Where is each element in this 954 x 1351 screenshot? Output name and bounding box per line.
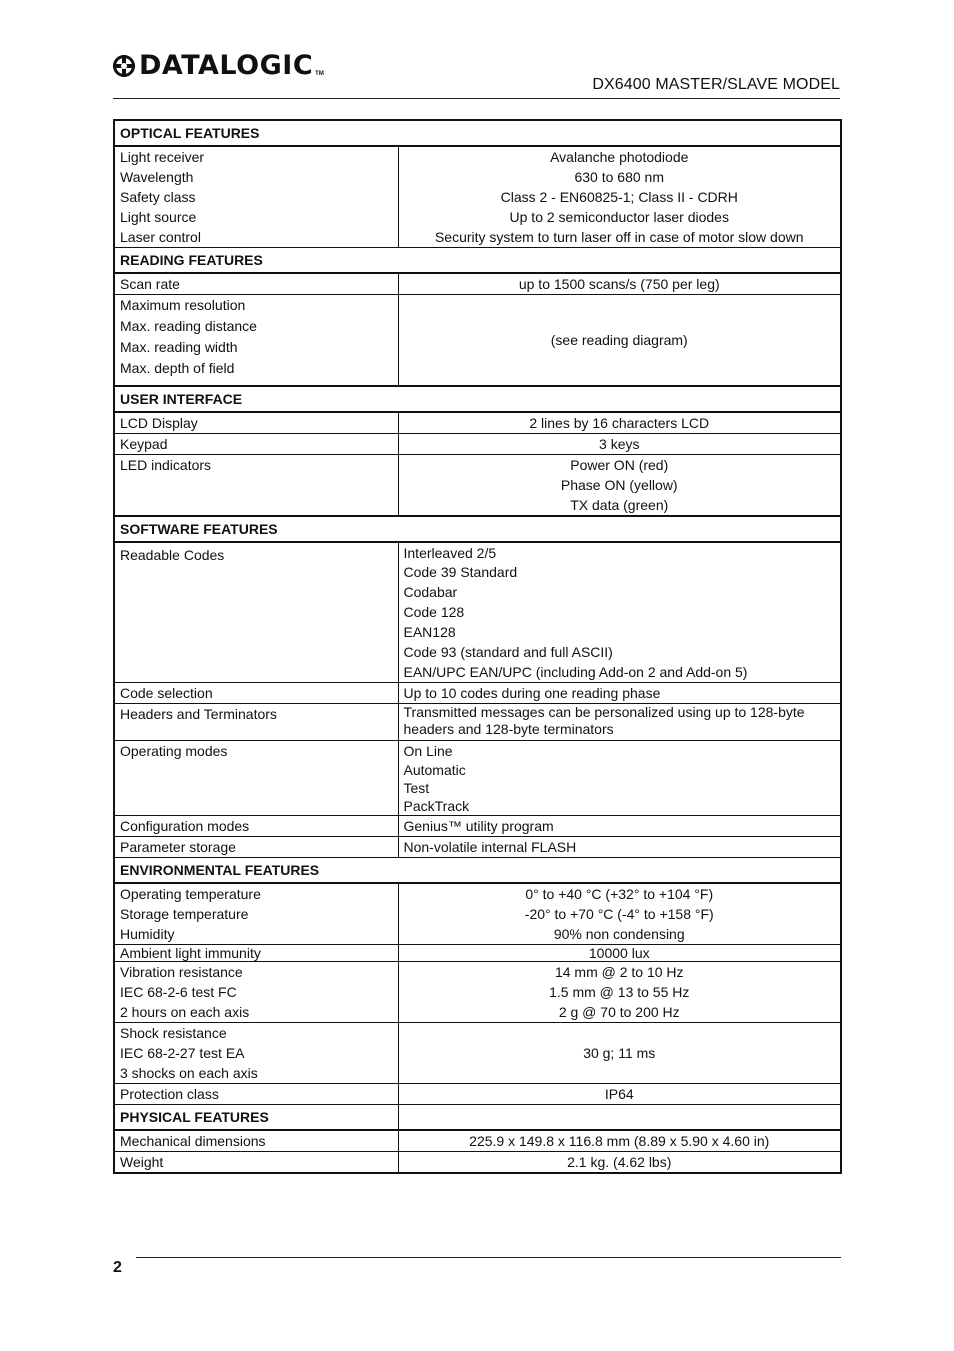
spec-value: Non-volatile internal FLASH	[398, 837, 841, 858]
footer-divider	[136, 1257, 841, 1258]
spec-label: Light source	[120, 209, 197, 225]
spec-label: Maximum resolution	[120, 297, 246, 313]
spec-value: PackTrack	[403, 798, 470, 814]
spec-value: 3 keys	[398, 434, 841, 455]
model-title: DX6400 MASTER/SLAVE MODEL	[592, 76, 840, 93]
temp-values-cell	[398, 883, 841, 945]
spec-value: Code 39 Standard	[403, 564, 518, 580]
spec-label: Max. reading distance	[120, 318, 257, 334]
spec-value: Security system to turn laser off in case of motor slow down	[434, 229, 804, 245]
spec-label: Laser control	[120, 229, 201, 245]
vibration-values-cell	[398, 962, 841, 1023]
spec-value: IP64	[398, 1084, 841, 1105]
section-header-row	[114, 516, 841, 542]
spec-value: (see reading diagram)	[398, 295, 841, 387]
section-header-row	[114, 386, 841, 412]
table-row	[114, 295, 841, 387]
spec-value: Code 93 (standard and full ASCII)	[403, 644, 613, 660]
spec-label: Operating modes	[114, 741, 398, 816]
section-title-environmental: ENVIRONMENTAL FEATURES	[114, 858, 841, 884]
spec-label: Vibration resistance	[120, 964, 243, 980]
spec-label: Max. depth of field	[120, 360, 235, 376]
spec-value: 2.1 kg. (4.62 lbs)	[398, 1152, 841, 1174]
table-row	[114, 1152, 841, 1174]
spec-label: Max. reading width	[120, 339, 238, 355]
page-number: 2	[113, 1259, 122, 1276]
spec-value: Phase ON (yellow)	[560, 477, 678, 493]
spec-label: 2 hours on each axis	[120, 1004, 250, 1020]
table-row	[114, 1084, 841, 1105]
spec-label: Safety class	[120, 189, 196, 205]
section-title-software: SOFTWARE FEATURES	[114, 516, 841, 542]
datalogic-emblem-icon	[113, 55, 135, 77]
table-row	[114, 412, 841, 434]
spec-value: 1.5 mm @ 13 to 55 Hz	[549, 984, 690, 1000]
spec-value: Genius™ utility program	[398, 816, 841, 837]
table-row	[114, 741, 841, 816]
spec-label: Headers and Terminators	[114, 704, 398, 741]
datalogic-logo	[113, 50, 324, 80]
vibration-labels-cell	[114, 962, 398, 1023]
table-row	[114, 1023, 841, 1084]
spec-value: On Line	[403, 743, 453, 759]
table-row	[114, 434, 841, 455]
section-title-physical: PHYSICAL FEATURES	[114, 1105, 398, 1131]
spec-value: Class 2 - EN60825-1; Class II - CDRH	[500, 189, 738, 205]
spec-label: Parameter storage	[114, 837, 398, 858]
spec-value: 0° to +40 °C (+32° to +104 °F)	[525, 886, 714, 902]
table-row	[114, 962, 841, 1023]
section-title-user-interface: USER INTERFACE	[114, 386, 841, 412]
spec-label: Protection class	[114, 1084, 398, 1105]
spec-label: Keypad	[114, 434, 398, 455]
spec-value: 30 g; 11 ms	[398, 1023, 841, 1084]
spec-label: Humidity	[120, 926, 175, 942]
section-header-row	[114, 248, 841, 274]
spec-value: 2 lines by 16 characters LCD	[398, 412, 841, 434]
spec-label: Code selection	[114, 683, 398, 704]
section-title-physical-empty	[398, 1105, 841, 1131]
spec-label: Shock resistance	[120, 1025, 227, 1041]
section-header-row	[114, 858, 841, 884]
header-divider	[113, 98, 840, 99]
section-header-row	[114, 1105, 841, 1131]
spec-label: Weight	[114, 1152, 398, 1174]
spec-label: IEC 68-2-27 test EA	[120, 1045, 245, 1061]
spec-value: Codabar	[403, 584, 458, 600]
spec-label: Light receiver	[120, 149, 205, 165]
spec-label: LED indicators	[114, 455, 398, 517]
spec-value: Automatic	[403, 762, 466, 778]
optical-labels-cell	[114, 146, 398, 248]
spec-value: Transmitted messages can be personalized using up to 128-byte headers and 128-byte terminators	[398, 704, 841, 741]
spec-value: up to 1500 scans/s (750 per leg)	[398, 273, 841, 295]
spec-label: Configuration modes	[114, 816, 398, 837]
spec-value: Test	[403, 780, 430, 796]
section-title-optical: OPTICAL FEATURES	[114, 120, 841, 146]
spec-value: Up to 10 codes during one reading phase	[398, 683, 841, 704]
spec-value: Interleaved 2/5	[403, 545, 497, 561]
spec-value: Code 128	[403, 604, 465, 620]
spec-label: Storage temperature	[120, 906, 249, 922]
brand-name: DATALOGIC	[139, 50, 314, 81]
spec-label: Operating temperature	[120, 886, 261, 902]
spec-label: LCD Display	[114, 412, 398, 434]
table-row	[114, 883, 841, 945]
optical-values-cell	[398, 146, 841, 248]
spec-value: EAN128	[403, 624, 456, 640]
spec-value: Up to 2 semiconductor laser diodes	[509, 209, 729, 225]
table-row	[114, 837, 841, 858]
spec-value: 14 mm @ 2 to 10 Hz	[554, 964, 684, 980]
table-row	[114, 945, 841, 962]
spec-label: Scan rate	[114, 273, 398, 295]
temp-labels-cell	[114, 883, 398, 945]
spec-label: IEC 68-2-6 test FC	[120, 984, 237, 1000]
led-values-cell	[398, 455, 841, 517]
spec-value: Avalanche photodiode	[550, 149, 689, 165]
spec-value: 225.9 x 149.8 x 116.8 mm (8.89 x 5.90 x 4.60 in)	[398, 1130, 841, 1152]
section-title-reading: READING FEATURES	[114, 248, 841, 274]
spec-value: 90% non condensing	[553, 926, 685, 942]
trademark-mark: TM	[315, 71, 324, 77]
spec-label: 3 shocks on each axis	[120, 1065, 258, 1081]
spec-value: 10000 lux	[398, 945, 841, 962]
spec-value: Power ON (red)	[570, 457, 669, 473]
spec-value: TX data (green)	[570, 497, 669, 513]
table-row	[114, 542, 841, 683]
table-row	[114, 816, 841, 837]
spec-label: Readable Codes	[114, 542, 398, 683]
spec-value: 2 g @ 70 to 200 Hz	[558, 1004, 680, 1020]
table-row	[114, 1130, 841, 1152]
shock-labels-cell	[114, 1023, 398, 1084]
spec-label: Mechanical dimensions	[114, 1130, 398, 1152]
table-row	[114, 704, 841, 741]
reading-labels-cell	[114, 295, 398, 387]
spec-label: Wavelength	[120, 169, 194, 185]
table-row	[114, 683, 841, 704]
spec-value: -20° to +70 °C (-4° to +158 °F)	[524, 906, 714, 922]
codes-values-cell	[398, 542, 841, 683]
spec-label: Ambient light immunity	[114, 945, 398, 962]
spec-value: EAN/UPC EAN/UPC (including Add-on 2 and Add-on 5)	[403, 664, 748, 680]
table-row	[114, 146, 841, 248]
table-row	[114, 455, 841, 517]
op-modes-values-cell	[398, 741, 841, 816]
specifications-table	[113, 119, 842, 1174]
spec-value: 630 to 680 nm	[574, 169, 664, 185]
table-row	[114, 273, 841, 295]
section-header-row	[114, 120, 841, 146]
